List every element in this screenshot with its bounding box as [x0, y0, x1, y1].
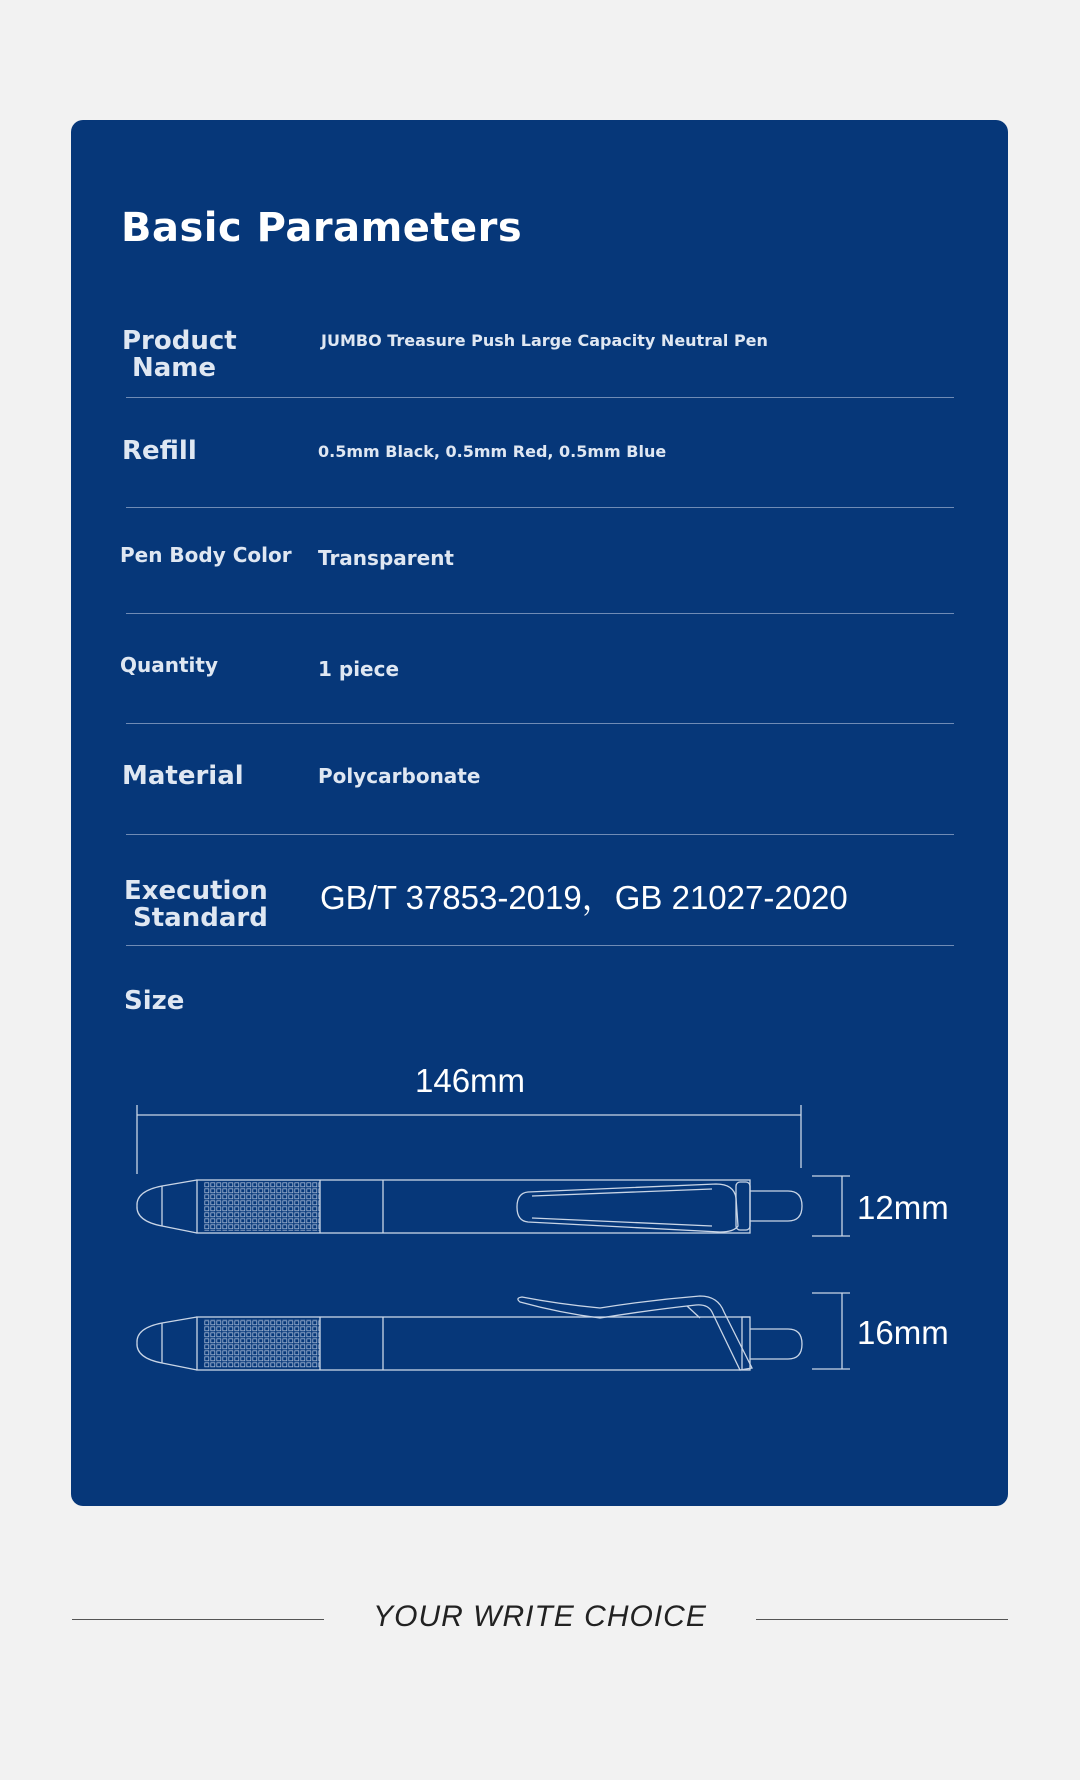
quantity-label: Quantity	[120, 653, 218, 677]
pen-body-color-value: Transparent	[318, 546, 454, 570]
pen-body-color-label: Pen Body Color	[120, 543, 292, 567]
product-name-label: Product Name	[122, 326, 237, 384]
length-dimension-label: 146mm	[415, 1062, 526, 1099]
execution-standard-label: Execution Standard	[124, 876, 268, 934]
execution-standard-value: GB/T 37853-2019，GB 21027-2020	[320, 879, 848, 916]
product-name-value: JUMBO Treasure Push Large Capacity Neutral Pen	[321, 331, 768, 350]
refill-label: Refill	[122, 436, 197, 466]
material-value: Polycarbonate	[318, 764, 481, 788]
side-width-dimension-label: 12mm	[857, 1189, 949, 1226]
pen-clip-view	[137, 1296, 802, 1370]
size-label: Size	[124, 986, 185, 1016]
refill-value: 0.5mm Black, 0.5mm Red, 0.5mm Blue	[318, 442, 667, 461]
pen-side-view	[137, 1180, 802, 1233]
quantity-value: 1 piece	[318, 657, 400, 681]
clip-width-dimension-label: 16mm	[857, 1314, 949, 1351]
material-label: Material	[122, 761, 244, 791]
slogan: YOUR WRITE CHOICE	[373, 1600, 707, 1633]
section-title: Basic Parameters	[121, 205, 523, 251]
